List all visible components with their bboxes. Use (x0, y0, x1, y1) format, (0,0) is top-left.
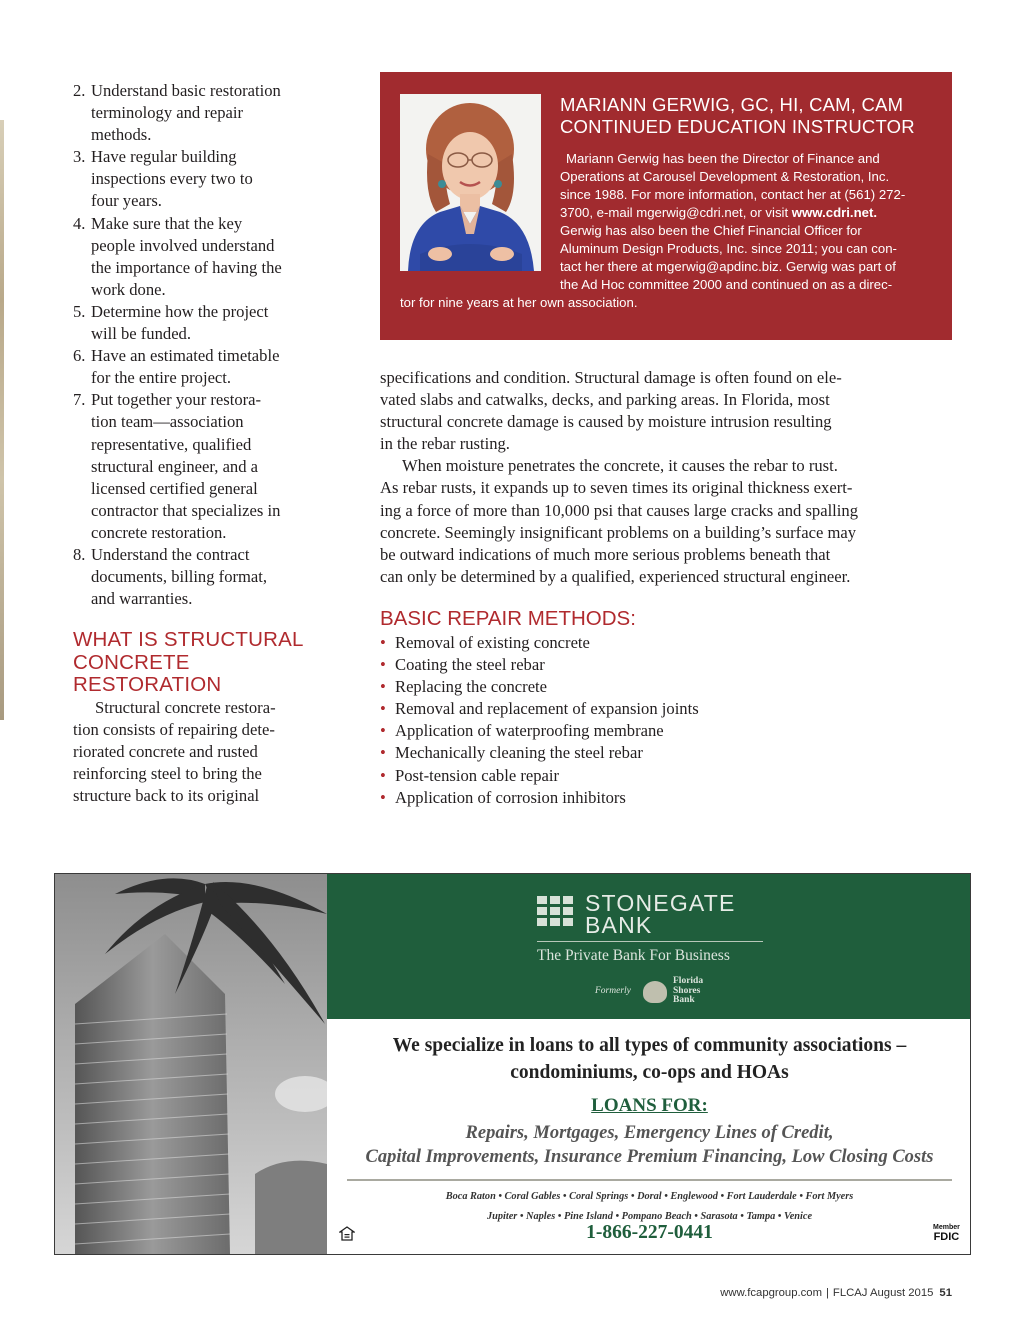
bullet-icon: • (380, 699, 386, 719)
article-body-right: specifications and condition. Structural damage is often found on ele- vated slabs and catwalks, decks, and parking areas. In Florida, most structural concrete damage is caused by moisture intrusion resulting in the rebar rusting. When moisture penetrates the concrete, it causes the rebar to rust. As rebar rusts, it expands up to seven times its original thickness exert- ing a force of more than 10,000 psi that causes large cracks and spalling concrete. Seemingly insignificant problems on a building’s surface may be outward indications of much more serious problems beneath that can only be determined by a qualified, experienced structural engineer. (380, 368, 858, 586)
structural-restoration-paragraph: Structural concrete restora- tion consists of repairing dete- riorated concrete and rusted reinforcing steel to bring the structure back to its original (73, 697, 276, 806)
ad-copy (327, 1019, 971, 1254)
bio-title: MARIANN GERWIG, GC, HI, CAM, CAM CONTINUED EDUCATION INSTRUCTOR (560, 94, 915, 137)
list-item: 5. Determine how the project will be funded. (73, 301, 269, 344)
footer-separator: | (825, 1287, 829, 1299)
bank-logo-banner (327, 874, 971, 1019)
footer-publication: FLCAJ (832, 1287, 868, 1299)
bullet-icon: • (380, 765, 386, 785)
list-item: • Mechanically cleaning the steel rebar (380, 742, 699, 764)
bullet-icon: • (380, 655, 386, 675)
basic-repair-methods-heading: BASIC REPAIR METHODS: (380, 607, 636, 630)
list-item: • Post-tension cable repair (380, 765, 699, 787)
list-item: • Removal and replacement of expansion joints (380, 698, 699, 720)
list-item: • Application of corrosion inhibitors (380, 787, 699, 809)
bio-contact-line: 3700, e-mail mgerwig@cdri.net, or visit www.cdri.net. (560, 205, 878, 220)
bank-tagline: The Private Bank For Business (537, 947, 730, 964)
footer-website[interactable]: www.fcapgroup.com (720, 1287, 822, 1299)
logo-divider (537, 941, 763, 942)
list-item: 7. Put together your restora- tion team—association representative, qualified structural engineer, and a licensed certified general contractor that specializes in concrete restoration. (73, 390, 281, 542)
stonegate-logo-icon (537, 896, 579, 932)
phone-number[interactable]: 1-866-227-0441 (586, 1222, 713, 1243)
stonegate-bank-advertisement[interactable] (54, 873, 971, 1255)
bullet-icon: • (380, 721, 386, 741)
list-item: • Coating the steel rebar (380, 654, 699, 676)
bank-name: STONEGATE BANK (585, 890, 736, 938)
shell-icon (643, 981, 667, 1003)
branch-cities: Boca Raton • Coral Gables • Coral Springs • Doral • Englewood • Fort Lauderdale • Fort Myers Jupiter • Naples • Pine Island • Pompano Beach • Sarasota • Tampa • Venice (445, 1191, 854, 1222)
ad-headline: We specialize in loans to all types of community associations – condominiums, co-ops and HOAs (392, 1035, 907, 1083)
formerly-label: Formerly (595, 986, 631, 996)
loan-types: Repairs, Mortgages, Emergency Lines of Credit, Capital Improvements, Insurance Premium Financing, Low Closing Costs (365, 1123, 934, 1167)
page-edge-strip (0, 120, 4, 720)
structural-restoration-heading: WHAT IS STRUCTURAL CONCRETE RESTORATION (73, 628, 304, 697)
repair-methods-list (380, 632, 699, 809)
bio-website-link[interactable]: www.cdri.net. (791, 205, 878, 220)
list-item: 2. Understand basic restoration terminology and repair methods. (73, 81, 281, 145)
list-item: • Application of waterproofing membrane (380, 720, 699, 742)
bullet-icon: • (380, 677, 386, 697)
list-item: • Removal of existing concrete (380, 632, 699, 654)
former-bank-name: Florida Shores Bank (673, 976, 704, 1005)
bullet-icon: • (380, 743, 386, 763)
loans-for-heading: LOANS FOR: (591, 1095, 708, 1116)
list-item: 8. Understand the contract documents, billing format, and warranties. (73, 544, 268, 609)
list-item: 3. Have regular building inspections every two to four years. (73, 147, 253, 211)
page-number: 51 (939, 1287, 952, 1299)
left-column (73, 80, 318, 807)
footer-date: August 2015 (869, 1287, 934, 1299)
list-item: • Replacing the concrete (380, 676, 699, 698)
author-bio-box (380, 72, 952, 340)
building-illustration (55, 874, 327, 1254)
page-footer (720, 1287, 952, 1299)
building-photo (55, 874, 327, 1254)
fdic-badge: Member FDIC (933, 1224, 960, 1243)
ad-divider (347, 1179, 952, 1181)
list-item: 4. Make sure that the key people involved understand the importance of having the work done. (73, 213, 282, 299)
bullet-icon: • (380, 633, 386, 652)
bullet-icon: • (380, 787, 386, 807)
restoration-steps-list (73, 80, 318, 610)
bio-text: Mariann Gerwig has been the Director of Finance and Operations at Carousel Development & Restoration, Inc. since 1988. For more information, contact her at (561) 272- 3700, e-mail mgerwig@cdri.net, or visit www.cdri.net. Gerwig has also been the Chief Financial Officer for Aluminum Design Products, Inc. since 2011; you can con- tact her there at mgerwig@apdinc.biz. Gerwig was part of the Ad Hoc committee 2000 and continued on as a direc- tor for nine years at her own association. (380, 150, 952, 312)
list-item: 6. Have an estimated timetable for the entire project. (73, 346, 280, 388)
